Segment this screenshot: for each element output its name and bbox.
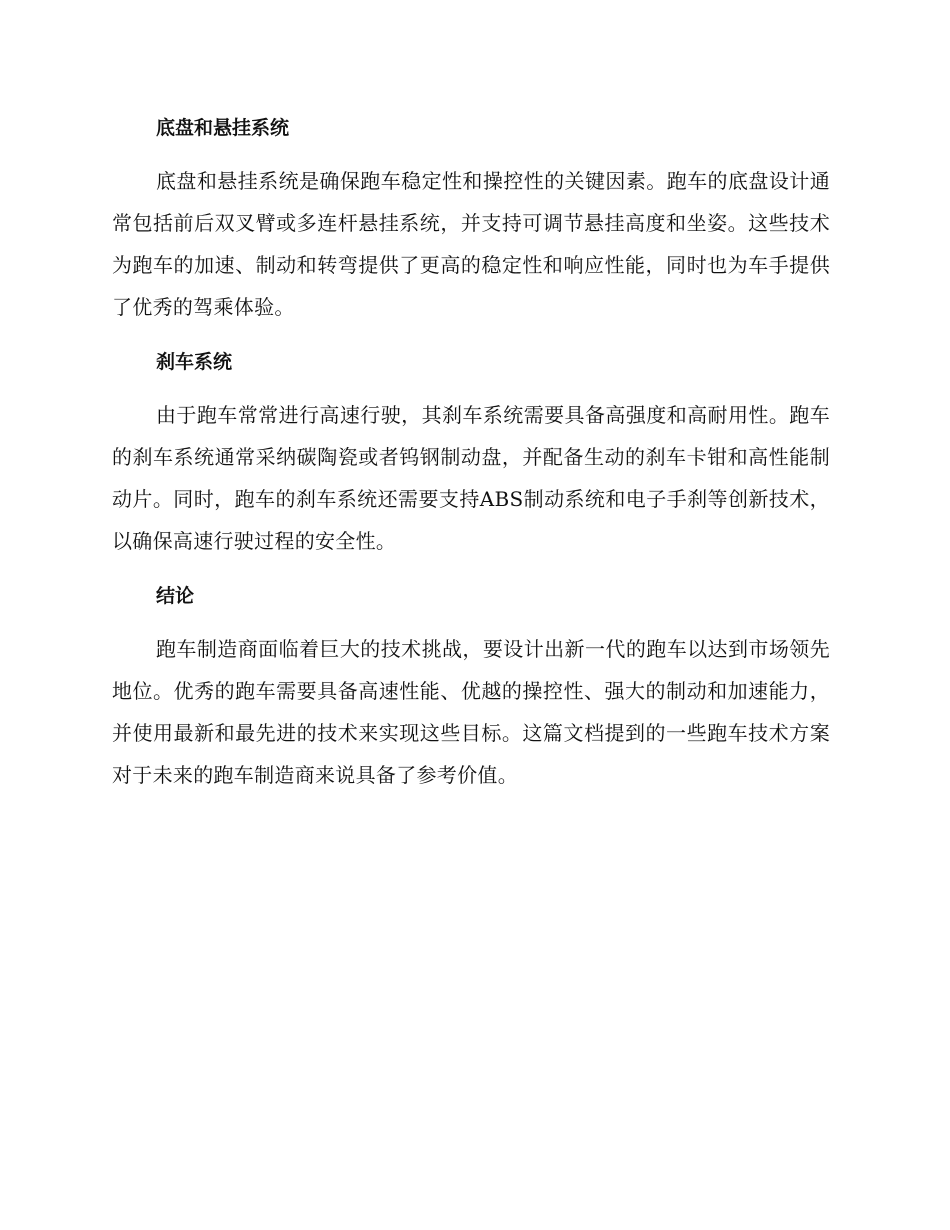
section-heading: 刹车系统 [156,351,233,373]
section-paragraph: 底盘和悬挂系统是确保跑车稳定性和操控性的关键因素。跑车的底盘设计通常包括前后双叉臂或多连杆悬挂系统，并支持可调节悬挂高度和坐姿。这些技术为跑车的加速、制动和转弯提供了更高的稳定性和响应性能，同时也为车手提供了优秀的驾乘体验。 [112,169,830,319]
section-chassis-suspension [112,108,830,328]
section-paragraph: 跑车制造商面临着巨大的技术挑战，要设计出新一代的跑车以达到市场领先地位。优秀的跑车需要具备高速性能、优越的操控性、强大的制动和加速能力，并使用最新和最先进的技术来实现这些目标。这篇文档提到的一些跑车技术方案对于未来的跑车制造商来说具备了参考价值。 [112,637,830,787]
section-heading: 底盘和悬挂系统 [156,117,290,139]
section-conclusion [112,576,830,796]
section-paragraph: 由于跑车常常进行高速行驶，其刹车系统需要具备高强度和高耐用性。跑车的刹车系统通常采纳碳陶瓷或者钨钢制动盘，并配备生动的刹车卡钳和高性能制动片。同时，跑车的刹车系统还需要支持ABS制动系统和电子手刹等创新技术，以确保高速行驶过程的安全性。 [112,403,830,553]
section-brake-system [112,342,830,562]
section-heading: 结论 [156,585,195,607]
